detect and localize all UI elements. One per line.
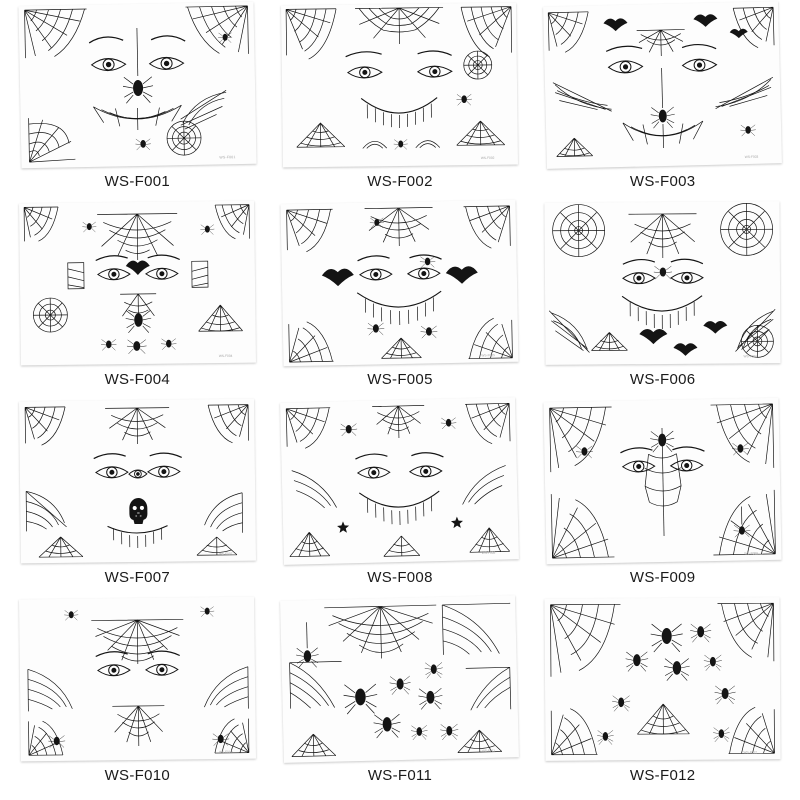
svg-text:WS-F006: WS-F006 — [743, 354, 758, 359]
sheet-thumbnail[interactable] — [545, 202, 780, 364]
sheet-thumbnail[interactable] — [545, 400, 780, 562]
sheet-image-5 — [281, 200, 519, 366]
svg-text:WS-F005: WS-F005 — [481, 353, 496, 358]
sheet-thumbnail[interactable] — [20, 4, 255, 166]
sheet-image-10 — [19, 597, 256, 762]
product-cell[interactable] — [531, 202, 794, 400]
sheet-caption: WS-F006 — [629, 371, 696, 388]
product-cell[interactable] — [269, 4, 532, 202]
sheet-thumbnail[interactable] — [282, 202, 517, 364]
sheet-caption: WS-F003 — [629, 173, 696, 190]
product-cell[interactable] — [531, 598, 794, 796]
sheet-image-11 — [281, 595, 520, 763]
sheet-image-8 — [281, 397, 520, 565]
sheet-thumbnail[interactable] — [282, 4, 517, 166]
svg-text:WS-F007: WS-F007 — [218, 551, 233, 557]
product-cell[interactable] — [6, 4, 269, 202]
sheet-image-1 — [18, 2, 256, 168]
svg-text:WS-F010: WS-F010 — [218, 749, 233, 755]
svg-text:WS-F001: WS-F001 — [219, 155, 236, 160]
sheet-image-9 — [544, 398, 782, 564]
sheet-caption: WS-F010 — [104, 767, 171, 784]
sheet-caption: WS-F011 — [367, 767, 433, 784]
sheet-caption: WS-F002 — [367, 173, 433, 190]
sheet-caption: WS-F001 — [104, 173, 171, 190]
sheet-caption: WS-F012 — [629, 767, 696, 784]
sheet-caption: WS-F007 — [104, 569, 171, 586]
sheet-thumbnail[interactable] — [20, 598, 255, 760]
sheet-caption: WS-F004 — [104, 371, 171, 388]
sheet-thumbnail[interactable] — [282, 598, 517, 760]
product-cell[interactable] — [6, 598, 269, 796]
sheet-caption: WS-F008 — [367, 569, 433, 586]
sheet-thumbnail[interactable] — [545, 598, 780, 760]
product-cell[interactable] — [6, 202, 269, 400]
sheet-thumbnail[interactable] — [20, 202, 255, 364]
svg-text:WS-F009: WS-F009 — [744, 551, 759, 556]
sheet-image-6 — [545, 201, 781, 365]
product-cell[interactable] — [269, 598, 532, 796]
product-cell[interactable] — [6, 400, 269, 598]
product-cell[interactable] — [531, 400, 794, 598]
sheet-caption: WS-F009 — [629, 569, 696, 586]
svg-text:WS-F011: WS-F011 — [482, 748, 496, 754]
svg-text:WS-F012: WS-F012 — [743, 750, 758, 755]
sheet-image-7 — [19, 399, 256, 564]
svg-text:WS-F004: WS-F004 — [218, 353, 233, 359]
sheet-thumbnail[interactable] — [282, 400, 517, 562]
svg-text:WS-F002: WS-F002 — [481, 155, 495, 161]
sheet-image-4 — [19, 201, 256, 366]
sheet-image-2 — [282, 3, 519, 168]
product-cell[interactable] — [531, 4, 794, 202]
svg-text:WS-F003: WS-F003 — [744, 154, 759, 160]
sheet-image-12 — [545, 597, 781, 761]
sheet-thumbnail[interactable] — [545, 4, 780, 166]
product-cell[interactable] — [269, 202, 532, 400]
sheet-caption: WS-F005 — [367, 371, 433, 388]
sheet-image-3 — [543, 1, 782, 169]
product-cell[interactable] — [269, 400, 532, 598]
svg-text:WS-F008: WS-F008 — [482, 550, 496, 556]
sheet-thumbnail[interactable] — [20, 400, 255, 562]
